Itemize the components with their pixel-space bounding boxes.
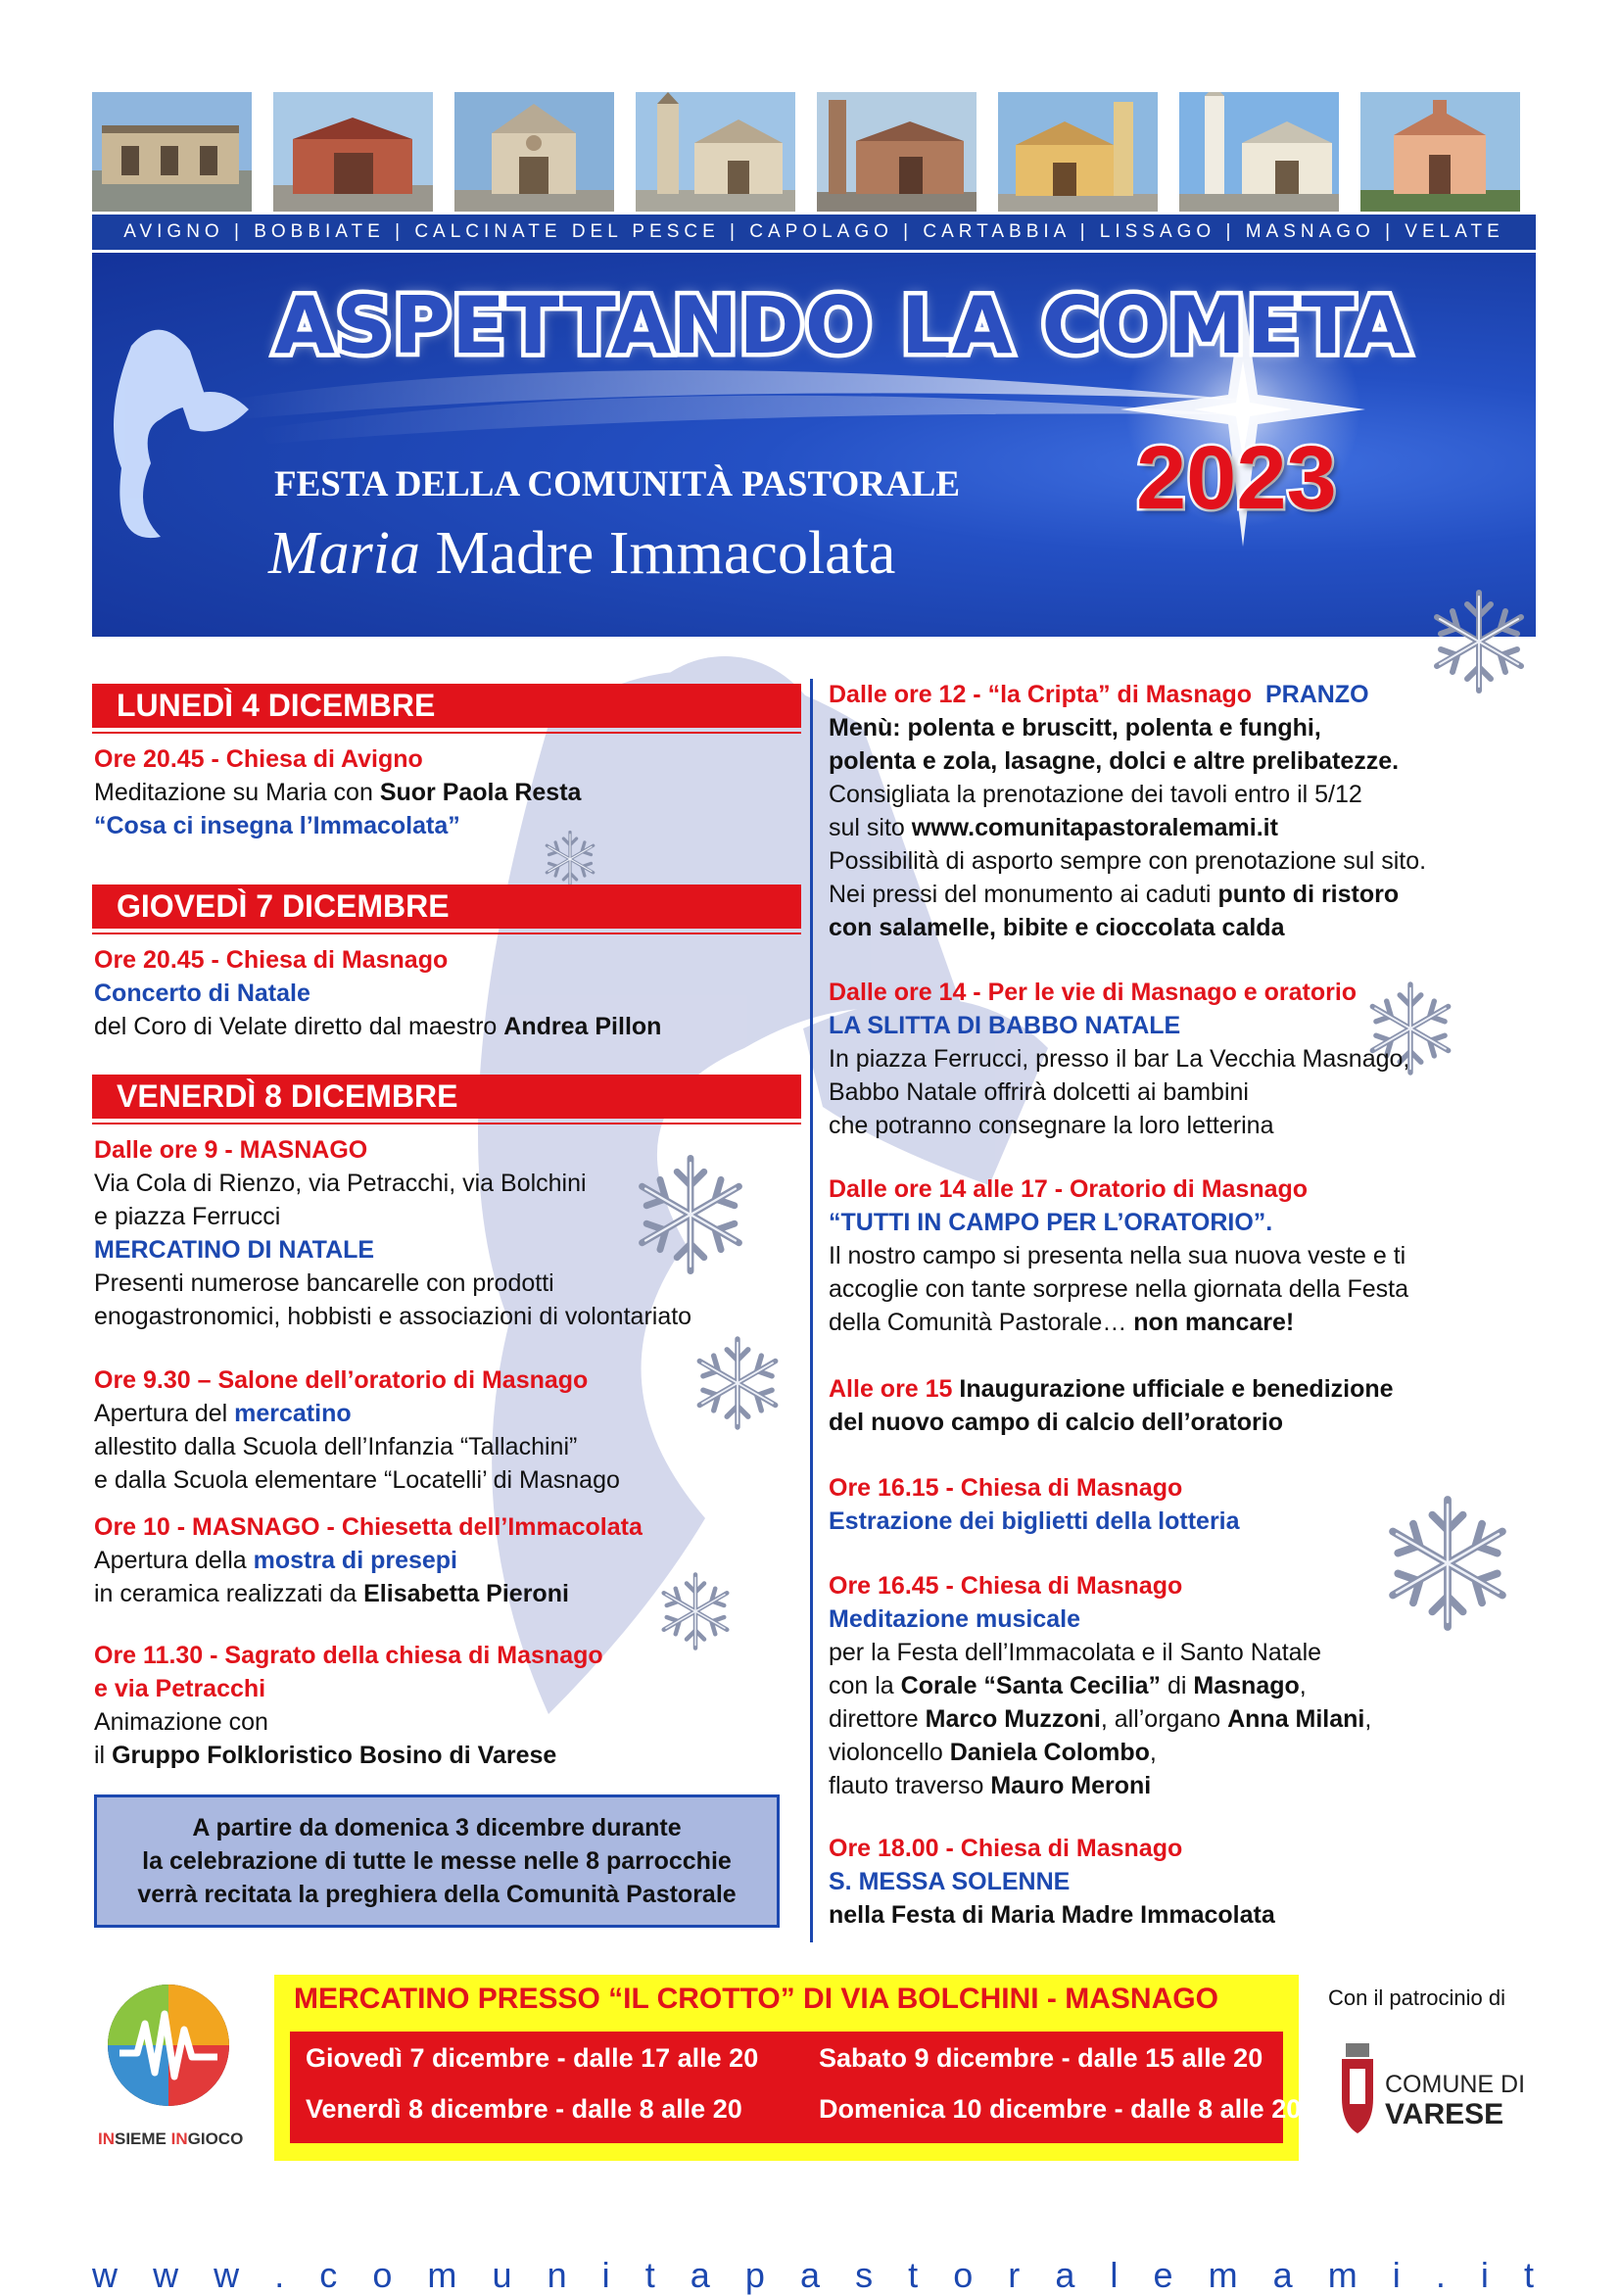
- hero-subtitle: FESTA DELLA COMUNITÀ PASTORALE: [274, 464, 961, 504]
- snowflake-icon: [1437, 593, 1521, 691]
- snowflake-icon: [1393, 1500, 1502, 1627]
- prayer-notice-box: A partire da domenica 3 dicembre durante la celebrazione di tutte le messe nelle 8 parrocchie verrà recitata la preghiera della Comunità Pastorale: [94, 1794, 780, 1928]
- market-dates-panel: [290, 2032, 1302, 2143]
- day-header-monday: LUNEDÌ 4 DICEMBRE: [92, 684, 801, 728]
- hero-year: 2023: [1136, 428, 1337, 528]
- friday-event-presepi: Ore 10 - MASNAGO - Chiesetta dell’Immacolata Apertura della mostra di presepi in ceramica realizzati da Elisabetta Pieroni: [94, 1513, 643, 1607]
- event-line: del Coro di Velate diretto dal maestro Andrea Pillon: [94, 1013, 662, 1040]
- hero-title: ASPETTANDO LA COMETA: [274, 280, 1411, 371]
- comune-varese-logo: [1326, 2022, 1532, 2153]
- insieme-ingioco-icon: [98, 1975, 240, 2122]
- day-header-friday: VENERDÌ 8 DICEMBRE: [92, 1075, 801, 1119]
- day-header-thursday: GIOVEDÌ 7 DICEMBRE: [92, 885, 801, 929]
- friday-event-oratorio: Ore 9.30 – Salone dell’oratorio di Masnago Apertura del mercatino allestito dalla Scuola dell’Infanzia “Tallachini” e dalla Scuola elementare “Locatelli’ di Masnago: [94, 1366, 620, 1494]
- event-lottery: Ore 16.15 - Chiesa di Masnago Estrazione dei biglietti della lotteria: [829, 1474, 1240, 1535]
- event-title: Concerto di Natale: [94, 980, 310, 1007]
- market-date: Giovedì 7 dicembre - dalle 17 alle 20: [306, 2043, 759, 2073]
- market-date: Sabato 9 dicembre - dalle 15 alle 20: [819, 2043, 1263, 2073]
- market-date: Domenica 10 dicembre - dalle 8 alle 20: [819, 2094, 1302, 2124]
- hero-name-rest: Madre Immacolata: [435, 520, 896, 587]
- varese-logo-line1: COMUNE DI: [1385, 2071, 1526, 2098]
- event-santa-sleigh: Dalle ore 14 - Per le vie di Masnago e oratorio LA SLITTA DI BABBO NATALE In piazza Ferrucci, presso il bar La Vecchia Masnago, Babbo Natale offrirà dolcetti ai bambini che potranno consegnare la loro letterina: [829, 979, 1410, 1139]
- insieme-logo-text: INSIEME INGIOCO: [98, 2129, 244, 2148]
- event-title: “Cosa ci insegna l’Immacolata”: [94, 812, 460, 839]
- thursday-event: [94, 943, 661, 1043]
- patronage-label: Con il patrocinio di: [1328, 1985, 1505, 2010]
- snowflake-icon: [664, 1575, 728, 1649]
- event-time: Ore 20.45 - Chiesa di Masnago: [94, 946, 449, 974]
- friday-event-sagrato: Ore 11.30 - Sagrato della chiesa di Masnago e via Petracchi Animazione con il Gruppo Folkloristico Bosino di Varese: [94, 1642, 603, 1769]
- varese-logo-line2: VARESE: [1385, 2098, 1504, 2130]
- event-oratorio-field: Dalle ore 14 alle 17 - Oratorio di Masnago “TUTTI IN CAMPO PER L’ORATORIO”. Il nostro campo si presenta nella sua nuova veste e ti accoglie con tante sorprese nella giornata della Festa della Comunità Pastorale… non mancare!: [829, 1175, 1409, 1336]
- event-solemn-mass: Ore 18.00 - Chiesa di Masnago S. MESSA SOLENNE nella Festa di Maria Madre Immacolata: [829, 1835, 1275, 1929]
- website-url[interactable]: w w w . c o m u n i t a p a s t o r a l e m a m i . i t: [92, 2255, 1536, 2295]
- event-line: Meditazione su Maria con Suor Paola Resta: [94, 779, 582, 806]
- varese-crest-icon: [1336, 2039, 1379, 2137]
- event-music-meditation: Ore 16.45 - Chiesa di Masnago Meditazione musicale per la Festa dell’Immacolata e il Santo Natale con la Corale “Santa Cecilia” di Masnago, direttore Marco Muzzoni, all’organo Anna Milani, violoncello Daniela Colombo, flauto traverso Mauro Meroni: [829, 1572, 1372, 1799]
- insieme-ingioco-logo: [98, 1975, 244, 2161]
- event-time: Ore 20.45 - Chiesa di Avigno: [94, 745, 423, 773]
- parish-list-band: AVIGNO | BOBBIATE | CALCINATE DEL PESCE | CAPOLAGO | CARTABBIA | LISSAGO | MASNAGO | VELATE: [92, 215, 1536, 250]
- market-schedule-box: [274, 1975, 1302, 2161]
- monday-event: [94, 742, 581, 842]
- market-date: Venerdì 8 dicembre - dalle 8 alle 20: [306, 2094, 742, 2124]
- market-title: MERCATINO PRESSO “IL CROTTO” DI VIA BOLCHINI - MASNAGO: [294, 1983, 1218, 2015]
- snowflake-icon: [699, 1339, 775, 1427]
- event-inauguration: Alle ore 15 Inaugurazione ufficiale e benedizione del nuovo campo di calcio dell’oratorio: [829, 1375, 1394, 1436]
- column-divider: [810, 679, 813, 1942]
- hero-name-italic: Maria: [268, 520, 420, 587]
- event-lunch: Dalle ore 12 - “la Cripta” di Masnago PRANZO Menù: polenta e bruscitt, polenta e funghi, polenta e zola, lasagne, dolci e altre prelibatezze. Consigliata la prenotazione dei tavoli entro il 5/12 sul sito www.comunitapastoralemami.it Possibilità di asporto sempre con prenotazione sul sito. Nei pressi del monumento ai caduti punto di ristoro con salamelle, bibite e cioccolata calda: [829, 681, 1427, 941]
- friday-event-market: Dalle ore 9 - MASNAGO Via Cola di Rienzo, via Petracchi, via Bolchini e piazza Ferrucci MERCATINO DI NATALE Presenti numerose bancarelle con prodotti enogastronomici, hobbisti e associazioni di volontariato: [94, 1136, 692, 1330]
